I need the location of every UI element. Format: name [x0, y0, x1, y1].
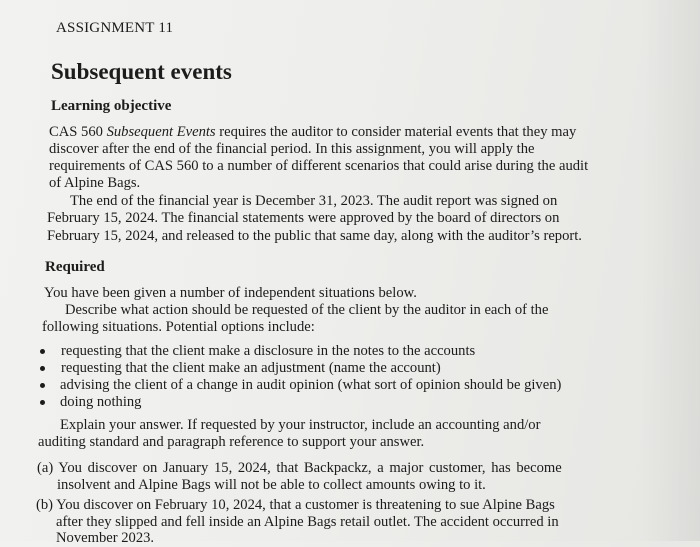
cas-560-title: Subsequent Events [106, 124, 216, 140]
bullet-icon [40, 366, 45, 371]
assignment-label: ASSIGNMENT 11 [56, 20, 174, 36]
situation-b-line-3: November 2023. [56, 530, 155, 546]
year-end-paragraph-line-1: The end of the financial year is December 31, 2023. The audit report was signed on [70, 193, 558, 209]
year-end-paragraph-line-3: February 15, 2024, and released to the public that same day, along with the auditor’s report. [47, 228, 582, 244]
line-1-prefix: CAS 560 [49, 124, 107, 140]
bullet-icon [40, 400, 45, 405]
required-intro-line-2: Describe what action should be requested of the client by the auditor in each of the [65, 302, 549, 318]
option-adjustment: requesting that the client make an adjustment (name the account) [61, 360, 441, 376]
situation-b-line-2: after they slipped and fell inside an Alpine Bags retail outlet. The accident occurred in [56, 514, 559, 530]
page-title: Subsequent events [51, 59, 232, 84]
line-1-suffix: requires the auditor to consider material events that they may [215, 124, 577, 140]
objective-paragraph-line-4: of Alpine Bags. [49, 175, 141, 191]
objective-paragraph-line-3: requirements of CAS 560 to a number of different scenarios that could arise during the audit [49, 158, 589, 174]
required-intro-line-1: You have been given a number of independent situations below. [44, 285, 417, 301]
option-change-opinion: advising the client of a change in audit opinion (what sort of opinion should be given) [60, 377, 562, 393]
situation-a-line-1: (a) You discover on January 15, 2024, that Backpackz, a major customer, has become [37, 460, 562, 476]
explain-line-2: auditing standard and paragraph reference to support your answer. [38, 434, 425, 450]
year-end-paragraph-line-2: February 15, 2024. The financial statements were approved by the board of directors on [47, 210, 560, 226]
situation-a-line-2: insolvent and Alpine Bags will not be able to collect amounts owing to it. [57, 477, 486, 493]
required-intro-line-3: following situations. Potential options include: [42, 319, 315, 335]
option-disclosure: requesting that the client make a disclosure in the notes to the accounts [61, 343, 476, 359]
page-shadow [640, 0, 700, 541]
required-heading: Required [45, 259, 105, 275]
objective-paragraph-line-2: discover after the end of the financial period. In this assignment, you will apply the [49, 141, 535, 157]
bullet-icon [40, 349, 45, 354]
bullet-icon [40, 383, 45, 388]
option-doing-nothing: doing nothing [60, 394, 142, 410]
learning-objective-heading: Learning objective [51, 98, 172, 114]
situation-b-line-1: (b) You discover on February 10, 2024, that a customer is threatening to sue Alpine Bags [36, 497, 555, 513]
explain-line-1: Explain your answer. If requested by your instructor, include an accounting and/or [60, 417, 541, 433]
objective-paragraph-line-1 [49, 124, 576, 141]
